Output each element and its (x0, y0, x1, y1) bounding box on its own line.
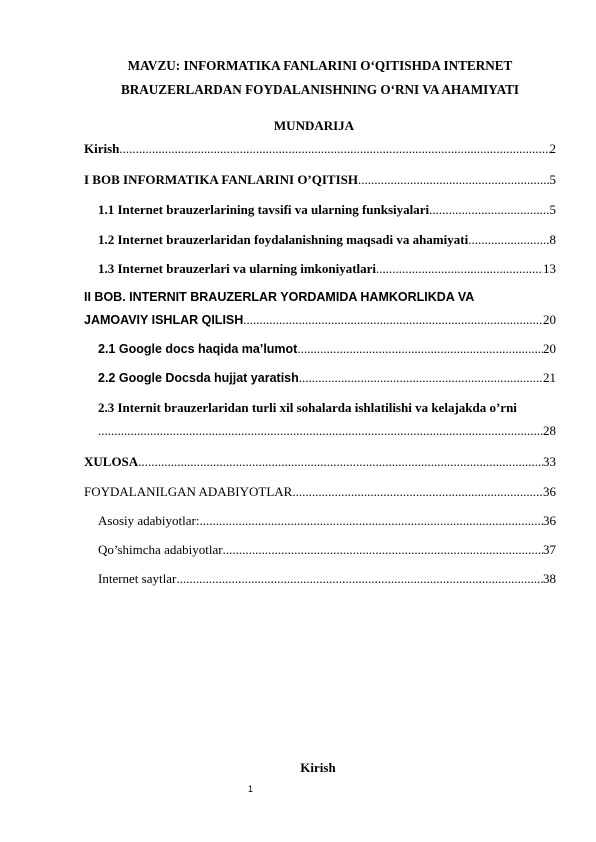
toc-leader (98, 423, 543, 439)
toc-leader (119, 141, 549, 157)
toc-entry-page: 36 (543, 513, 556, 528)
page-number: 1 (248, 784, 254, 794)
toc-leader (199, 513, 543, 529)
toc-entry-chapter-2-line-1[interactable]: II BOB. INTERNIT BRAUZERLAR YORDAMIDA HAMKORLIKDA VA (84, 290, 475, 304)
toc-entry-label: FOYDALANILGAN ADABIYOTLAR (84, 484, 293, 499)
toc-entry-page: 38 (543, 571, 556, 586)
toc-entry-main-literature[interactable] (98, 513, 556, 529)
toc-leader (138, 454, 543, 470)
toc-leader (468, 232, 549, 248)
section-heading-kirish: Kirish (300, 760, 336, 775)
toc-leader (243, 312, 543, 328)
toc-entry-label: I BOB INFORMATIKA FANLARINI O’QITISH (84, 172, 358, 187)
toc-entry-label: XULOSA (84, 454, 139, 469)
toc-leader (299, 370, 543, 386)
toc-entry-2-1[interactable] (98, 341, 556, 357)
toc-entry-label: Qo’shimcha adabiyotlar (98, 542, 223, 557)
toc-entry-label: 1.3 Internet brauzerlari va ularning imkoniyatlari (98, 261, 377, 276)
toc-entry-page: 36 (543, 484, 556, 499)
toc-entry-label: Asosiy adabiyotlar: (98, 513, 200, 528)
toc-leader (358, 172, 550, 188)
toc-leader (292, 484, 543, 500)
toc-entry-page: 37 (543, 542, 556, 557)
toc-entry-page: 5 (549, 202, 556, 217)
toc-entry-label: 2.1 Google docs haqida ma’lumot (98, 342, 298, 356)
toc-entry-page: 33 (543, 454, 556, 469)
toc-entry-label: 2.2 Google Docsda hujjat yaratish (98, 371, 299, 385)
toc-entry-page: 8 (549, 232, 556, 247)
toc-entry-label: Internet saytlar (98, 571, 177, 586)
toc-entry-1-2[interactable] (98, 232, 556, 248)
toc-leader (376, 261, 543, 277)
toc-entry-label: JAMOAVIY ISHLAR QILISH (84, 313, 244, 327)
toc-entry-references[interactable] (84, 484, 556, 500)
toc-entry-2-3[interactable] (98, 423, 556, 439)
toc-entry-chapter-1[interactable] (84, 172, 556, 188)
toc-entry-page: 2 (549, 141, 556, 156)
toc-entry-1-1[interactable] (98, 202, 556, 218)
toc-entry-internet-sites[interactable] (98, 571, 556, 587)
toc-leader (223, 542, 543, 558)
toc-entry-page: 28 (543, 423, 556, 438)
toc-entry-label: Kirish (84, 141, 120, 156)
toc-entry-chapter-2[interactable] (84, 312, 556, 328)
toc-entry-xulosa[interactable] (84, 454, 556, 470)
document-title-line-1: MAVZU: INFORMATIKA FANLARINI O‘QITISHDA INTERNET (127, 58, 513, 73)
toc-heading: MUNDARIJA (273, 118, 355, 133)
document-title-line-2: BRAUZERLARDAN FOYDALANISHNING O‘RNI VA AHAMIYATI (120, 82, 520, 97)
toc-entry-1-3[interactable] (98, 261, 556, 277)
toc-entry-label: 1.1 Internet brauzerlarining tavsifi va ularning funksiyalari (98, 202, 430, 217)
toc-leader (297, 341, 543, 357)
toc-leader (176, 571, 543, 587)
toc-entry-page: 13 (543, 261, 556, 276)
toc-entry-page: 20 (543, 341, 556, 356)
toc-entry-page: 21 (543, 370, 556, 385)
toc-entry-2-3-line-1[interactable]: 2.3 Internit brauzerlaridan turli xil sohalarda ishlatilishi va kelajakda o’rni (98, 400, 517, 415)
toc-entry-page: 5 (549, 172, 556, 187)
toc-leader (429, 202, 549, 218)
toc-entry-kirish[interactable] (84, 141, 556, 157)
toc-entry-page: 20 (543, 312, 556, 327)
toc-entry-additional-literature[interactable] (98, 542, 556, 558)
toc-entry-2-2[interactable] (98, 370, 556, 386)
toc-entry-label: 1.2 Internet brauzerlaridan foydalanishning maqsadi va ahamiyati (98, 232, 469, 247)
